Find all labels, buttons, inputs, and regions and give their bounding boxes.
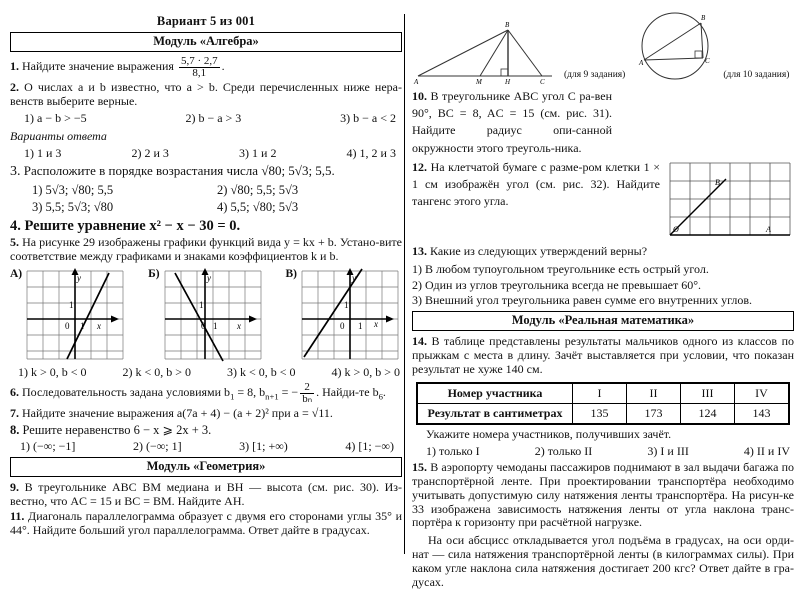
figure-30-label-C: C <box>540 78 545 86</box>
question-8-text: Решите неравенство 6 − x ⩾ 2x + 3. <box>22 422 212 437</box>
fraction-denominator: 8,1 <box>192 67 207 80</box>
result-value-4: 143 <box>735 403 789 423</box>
graph-a-y-label: y <box>77 273 82 284</box>
question-15-paragraph-1: В аэропорту чемоданы пассажиров поднимают в зал выдачи багажа по транспортёрной ленте. При проектировании транспортёра необходимо учитывать допустимую силу натяжения ленты транспортёра. На рисун-ке 33 изображена зависимость натяжения ленты от угла наклона транс-портёра к горизонту при расчётной нагрузке. <box>412 459 795 530</box>
inequality-option-3: 3) b − a < 2 <box>340 110 396 125</box>
question-2-text: О числах a и b известно, что a > b. Среди перечисленных ниже нера-венств выберите верные. <box>10 79 403 108</box>
question-14-option-1: 1) только I <box>426 443 480 458</box>
question-3-option-1: 1) 5√3; √80; 5,5 <box>32 182 114 197</box>
question-6-text-e: . <box>382 385 386 400</box>
graph-v <box>285 267 402 363</box>
question-13 <box>412 245 794 259</box>
question-7-number: 7. <box>10 406 19 421</box>
question-8-option-4: 4) [1; −∞) <box>345 439 394 454</box>
figure-30-triangle <box>412 14 562 86</box>
question-10-number: 10. <box>412 88 427 103</box>
module-header-real-math: Модуль «Реальная математика» <box>412 311 794 331</box>
question-6-fraction <box>300 382 314 405</box>
question-14 <box>412 335 794 377</box>
results-table-wrapper <box>416 382 790 425</box>
question-6-text-d: . Найди-те b <box>316 385 379 400</box>
question-6-text-c: = − <box>278 385 299 400</box>
column-divider <box>404 14 405 554</box>
question-2-answers <box>10 146 402 161</box>
page-title: Вариант 5 из 001 <box>156 14 256 28</box>
question-8-number: 8. <box>10 422 20 437</box>
question-1 <box>10 56 402 79</box>
graph-v-y-tick: 1 <box>343 300 349 311</box>
question-13-statement-2: 2) Один из углов треугольника всегда не превышает 60°. <box>412 277 702 292</box>
question-15-number: 15. <box>412 459 427 474</box>
column-header-3: III <box>681 383 735 403</box>
question-11-text: Диагональ параллелограмма образует с двумя его сторонами углы 35° и 44°. Найдите больший угол параллелограмма. Ответ дайте в градусах. <box>10 509 402 538</box>
answer-option-1: 1) 1 и 3 <box>24 145 62 160</box>
graph-a <box>10 267 127 363</box>
question-5-option-1: 1) k > 0, b < 0 <box>18 365 87 380</box>
question-6-sub-3: 6 <box>378 391 383 402</box>
figures-row <box>412 8 794 86</box>
question-6-number: 6. <box>10 385 19 400</box>
graph-a-plot <box>23 267 127 363</box>
question-9 <box>10 481 402 509</box>
figure-30-label-B: B <box>505 21 510 29</box>
question-13-statement-3: 3) Внешний угол треугольника равен сумме его внутренних углов. <box>412 293 753 308</box>
answer-variants-label: Варианты ответа <box>10 128 107 143</box>
row-header-participant: Номер участника <box>418 383 573 403</box>
question-12-text: На клетчатой бумаге с разме-ром клетки 1 × 1 см изображён угол (см. рис. 32). Найдите тангенс этого угла. <box>412 159 660 209</box>
q6-fraction-numerator: 2 <box>300 382 314 394</box>
answer-option-4: 4) 1, 2 и 3 <box>346 145 396 160</box>
graph-v-x-tick: 1 <box>357 321 363 332</box>
graph-b <box>148 267 264 363</box>
question-14-option-3: 3) I и III <box>647 443 689 458</box>
graph-v-origin: 0 <box>339 321 345 332</box>
question-1-tail: . <box>221 59 225 74</box>
question-9-text: В треугольнике ABC BM медиана и BH — высота (см. рис. 30). Из-вестно, что AC = 15 и BC = BM. Найдите AH. <box>10 480 403 508</box>
q6-fraction-denominator: bₙ <box>302 393 313 406</box>
question-5-text: На рисунке 29 изображены графики функций вида y = kx + b. Устано-вите соответствие между графиками и знаками коэффициентов k и b. <box>10 235 403 264</box>
fraction-numerator: 5,7 · 2,7 <box>180 55 218 67</box>
question-2-number: 2. <box>10 79 19 94</box>
question-5-option-3: 3) k < 0, b < 0 <box>226 365 296 380</box>
answer-option-3: 3) 1 и 2 <box>239 145 277 160</box>
question-14-options <box>412 444 794 459</box>
figure-31-label-B: B <box>701 14 706 22</box>
question-10-text: В треугольнике ABC угол C ра-вен 90°, BC = 8, AC = 15 (см. рис. 31). Найдите радиус опи-санной окружности этого треуголь-ника. <box>412 88 612 155</box>
graph-b-origin: 0 <box>200 321 206 332</box>
graph-a-x-label: x <box>97 321 102 332</box>
column-header-1: I <box>573 383 627 403</box>
question-1-text: Найдите значение выражения <box>22 59 174 74</box>
result-value-3: 124 <box>681 403 735 423</box>
question-3 <box>10 163 402 181</box>
column-header-2: II <box>627 383 681 403</box>
question-4 <box>10 218 402 235</box>
question-5-number: 5. <box>10 235 19 250</box>
figure-32-angle-grid <box>668 161 794 241</box>
question-11-number: 11. <box>10 509 25 524</box>
question-14-option-4: 4) II и IV <box>743 443 790 458</box>
question-5-option-4: 4) k > 0, b > 0 <box>331 365 400 380</box>
graph-b-label: Б) <box>148 268 160 281</box>
module-header-geometry: Модуль «Геометрия» <box>10 457 402 477</box>
graph-a-label: А) <box>10 268 23 281</box>
graph-b-x-label: x <box>236 321 241 332</box>
figure-30-caption: (для 9 задания) <box>564 70 626 80</box>
question-6-text-b: = 8, b <box>234 385 266 400</box>
question-2 <box>10 81 402 109</box>
question-3-option-4: 4) 5,5; √80; 5√3 <box>217 199 299 214</box>
table-row-results <box>418 403 789 423</box>
question-8-option-2: 2) (−∞; 1] <box>132 439 182 454</box>
graph-a-y-tick: 1 <box>69 300 74 311</box>
question-3-options-row2 <box>10 200 402 215</box>
figure-31-label-A: A <box>639 59 644 67</box>
figure-30-label-A: A <box>414 78 419 86</box>
question-2-inequalities <box>10 111 402 126</box>
question-12-number: 12. <box>412 159 427 174</box>
graph-v-plot <box>298 267 402 363</box>
question-3-number: 3. <box>10 163 21 179</box>
graph-a-origin: 0 <box>65 321 70 332</box>
question-5-option-2: 2) k < 0, b > 0 <box>122 365 192 380</box>
figure-32-label-O: O <box>673 224 679 234</box>
question-13-number: 13. <box>412 243 427 258</box>
question-8-option-1: 1) (−∞; −1] <box>20 439 76 454</box>
row-header-result: Результат в сантиметрах <box>418 403 573 423</box>
graph-v-y-label: y <box>351 273 356 284</box>
question-11 <box>10 510 402 538</box>
graph-a-x-tick: 1 <box>80 321 85 332</box>
column-header-4: IV <box>735 383 789 403</box>
graph-b-y-tick: 1 <box>198 300 204 311</box>
question-6-text-a: Последовательность задана условиями b <box>22 385 231 400</box>
question-14-prompt: Укажите номера участников, получивших зачёт. <box>426 426 672 441</box>
question-6-sub-2: n+1 <box>265 391 279 402</box>
figure-30-label-M: M <box>476 78 482 86</box>
question-13-statement-1: 1) В любом тупоугольном треугольнике есть острый угол. <box>412 262 709 277</box>
question-14-number: 14. <box>412 334 427 349</box>
question-1-number: 1. <box>10 59 19 74</box>
graphs-figure-29 <box>10 267 402 363</box>
question-8-option-3: 3) [1; +∞) <box>239 439 288 454</box>
graph-b-x-tick: 1 <box>212 321 218 332</box>
question-4-number: 4. <box>10 217 21 234</box>
question-9-number: 9. <box>10 480 19 495</box>
inequality-option-1: 1) a − b > −5 <box>24 110 87 125</box>
figure-31-label-C: C <box>705 57 710 65</box>
figure-32-label-B: B <box>715 177 720 187</box>
question-5 <box>10 236 402 264</box>
question-3-option-3: 3) 5,5; 5√3; √80 <box>32 199 114 214</box>
question-4-text: Решите уравнение x² − x − 30 = 0. <box>24 217 241 234</box>
graph-v-label: В) <box>285 268 297 281</box>
question-6 <box>10 382 402 405</box>
question-6-sub-1: 1 <box>230 391 235 402</box>
answer-option-2: 2) 2 и 3 <box>131 145 169 160</box>
graph-v-x-label: x <box>373 319 378 330</box>
right-column <box>412 0 794 591</box>
question-3-text: Расположите в порядке возрастания числа <box>23 162 259 178</box>
question-3-option-2: 2) √80; 5,5; 5√3 <box>217 182 299 197</box>
graph-b-y-label: y <box>206 273 211 284</box>
inequality-option-2: 2) b − a > 3 <box>185 110 242 125</box>
figure-31-caption: (для 10 задания) <box>723 70 790 80</box>
question-7-text: Найдите значение выражения a(7a + 4) − (a + 2)² при a = √11. <box>22 406 333 421</box>
question-15 <box>412 461 794 531</box>
figure-32-label-A: A <box>766 224 771 234</box>
question-10 <box>412 88 612 158</box>
results-table <box>417 383 789 424</box>
question-15-paragraph-2: На оси абсцисс откладывается угол подъёма в градусах, на оси орди-нат — сила натяжения транспортёрной ленты (в килограммах силы). При каком угле наклона сила натяжения достигает 200 кгс? Ответ дайте в гра-дусах. <box>412 533 794 590</box>
question-1-fraction <box>179 56 220 79</box>
question-8-options <box>10 439 402 454</box>
result-value-1: 135 <box>573 403 627 423</box>
question-14-text: В таблице представлены результаты мальчиков одного из классов по прыжкам с места в длину. Зачёт выставляется при условии, что показан результат не хуже 140 см. <box>412 334 794 376</box>
graph-b-plot <box>161 267 265 363</box>
left-column <box>10 0 402 540</box>
question-5-options <box>10 365 402 380</box>
question-8 <box>10 423 402 438</box>
table-row-participants <box>418 383 789 403</box>
figure-30-label-H: H <box>505 78 511 86</box>
question-3-numbers: √80; 5√3; 5,5. <box>261 162 335 178</box>
module-header-algebra: Модуль «Алгебра» <box>10 32 402 52</box>
result-value-2: 173 <box>627 403 681 423</box>
figure-31-circle <box>631 8 721 86</box>
question-14-option-2: 2) только II <box>534 443 593 458</box>
question-7 <box>10 407 402 421</box>
question-13-text: Какие из следующих утверждений верны? <box>430 243 648 258</box>
question-3-options-row1 <box>10 183 402 198</box>
